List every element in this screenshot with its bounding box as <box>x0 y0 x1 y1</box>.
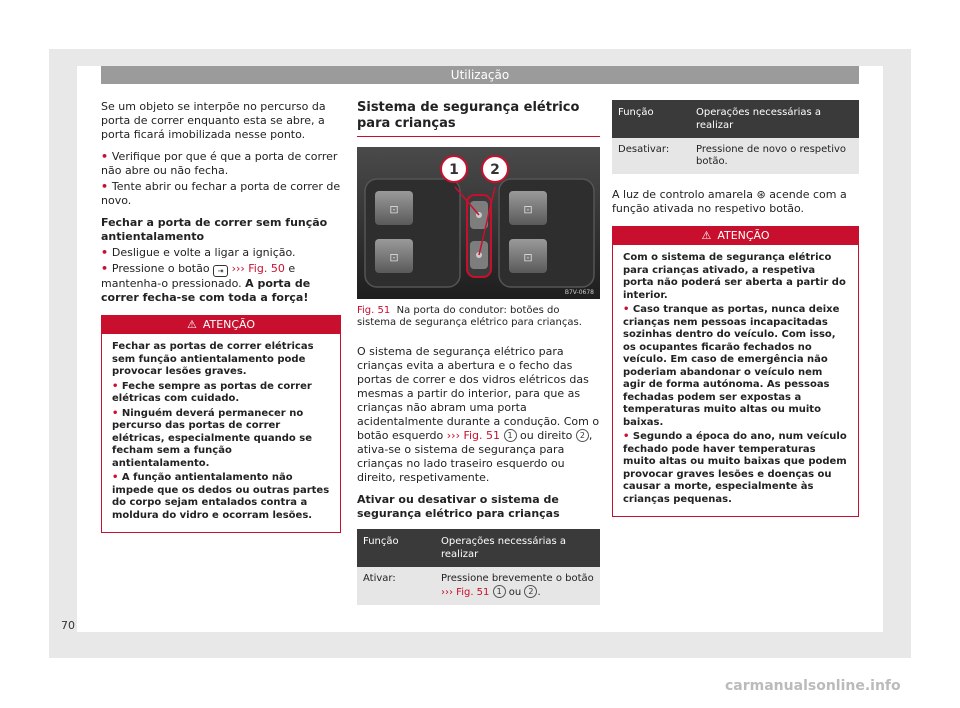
door-close-key-icon: ⇥ <box>213 265 228 277</box>
warning-item: • Ninguém deverá permanecer no percurso das portas de correr elétricas, especialmente quando se fecham sem a função antientalamento. <box>112 407 312 469</box>
bullet-icon: • <box>101 150 112 163</box>
watermark: carmanualsonline.info <box>725 678 901 694</box>
section-divider <box>357 136 600 137</box>
figure-code: B7V-0678 <box>564 289 594 296</box>
bullet-item: • Verifique por que é que a porta de correr não abre ou não fecha. <box>101 150 338 177</box>
table-header-operations: Operações necessárias a realizar <box>690 100 859 138</box>
table-row <box>612 138 859 174</box>
callout-ref-2: 2 <box>576 429 589 442</box>
child-lock-light-icon: ⊛ <box>756 188 766 201</box>
svg-text:⊡: ⊡ <box>389 203 399 216</box>
figure-label: Fig. 51 <box>357 305 391 316</box>
column-left <box>101 100 341 533</box>
callout-ref-1: 1 <box>493 585 506 598</box>
bullet-icon: • <box>112 472 122 483</box>
svg-text:⊡: ⊡ <box>523 203 533 216</box>
bullet-icon: • <box>623 431 633 442</box>
warning-item: • A função antientalamento não impede que os dedos ou outras partes do corpo sejam entalados contra a moldura do vidro e ocorram lesões. <box>112 472 330 521</box>
bullet-icon: • <box>112 407 122 419</box>
subheading: Fechar a porta de correr sem função antientalamento <box>101 216 328 243</box>
table-header-operations: Operações necessárias a realizar <box>435 529 600 567</box>
figure-caption: Fig. 51 Na porta do condutor: botões do sistema de segurança elétrico para crianças. <box>357 305 582 328</box>
callout-1: 1 <box>449 162 459 178</box>
column-middle <box>357 100 600 605</box>
callout-ref-1: 1 <box>504 429 517 442</box>
body-paragraph: A luz de controlo amarela ⊛ acende com a função ativada no respetivo botão. <box>612 188 847 215</box>
figure-link[interactable]: ››› Fig. 51 <box>446 429 501 442</box>
bullet-icon: • <box>623 304 633 315</box>
warning-box <box>101 315 341 533</box>
warning-lead: Fechar as portas de correr elétricas sem função antientalamento pode provocar lesões graves. <box>112 341 314 377</box>
bullet-icon: • <box>112 380 122 392</box>
table-header-function: Função <box>612 100 690 138</box>
svg-text:⊡: ⊡ <box>523 251 533 264</box>
figure-link[interactable]: ››› Fig. 51 <box>441 587 490 598</box>
subheading: Ativar ou desativar o sistema de segurança elétrico para crianças <box>357 493 560 520</box>
bullet-item: • Pressione o botão ⇥ ››› Fig. 50 e mantenha-o pressionado. A porta de correr fecha-se com toda a força! <box>101 262 311 304</box>
callout-ref-2: 2 <box>524 585 537 598</box>
emphasis-text: A porta de correr fecha-se com toda a força! <box>101 277 311 304</box>
function-table-deactivate <box>612 100 859 174</box>
warning-triangle-icon: ⚠ <box>186 318 197 331</box>
warning-box <box>612 226 859 517</box>
warning-body <box>613 245 858 516</box>
svg-text:⊡: ⊡ <box>389 251 399 264</box>
bullet-item: • Tente abrir ou fechar a porta de correr de novo. <box>101 180 341 207</box>
table-cell-function: Ativar: <box>357 567 435 605</box>
page-header: Utilização <box>101 66 859 84</box>
bullet-icon: • <box>101 262 112 275</box>
warning-body <box>102 334 340 532</box>
table-cell-operation: Pressione brevemente o botão ››› Fig. 51 1 ou 2 . <box>435 567 600 605</box>
figure-link[interactable]: ››› Fig. 50 <box>231 262 285 275</box>
warning-item: • Segundo a época do ano, num veículo fechado pode haver temperaturas muito altas ou muito baixas que podem provocar graves lesões e doenças ou causar a morte, especialmente às crianças pequenas. <box>623 431 847 505</box>
warning-item: • Caso tranque as portas, nunca deixe crianças nem pessoas incapacitadas sozinhas dentro do veículo. Com isso, os ocupantes ficarão fechados no veículo. Em caso de emergência não poderiam abandonar o veículo nem agir de forma autónoma. As pessoas fechadas podem ser expostas a temperaturas muito altas ou muito baixas. <box>623 304 840 428</box>
door-panel-illustration <box>357 147 600 299</box>
table-cell-function: Desativar: <box>612 138 690 174</box>
function-table-activate <box>357 529 600 605</box>
intro-paragraph: Se um objeto se interpõe no percurso da porta de correr enquanto esta se abre, a porta ficará imobilizada nesse ponto. <box>101 100 326 141</box>
bullet-item: • Desligue e volte a ligar a ignição. <box>101 246 296 259</box>
bullet-icon: • <box>101 180 112 193</box>
page-number: 70 <box>61 619 75 632</box>
table-header-function: Função <box>357 529 435 567</box>
warning-lead: Com o sistema de segurança elétrico para crianças ativado, a respetiva porta não poderá ser aberta a partir do interior. <box>623 252 846 301</box>
bullet-icon: • <box>101 246 112 259</box>
table-cell-operation: Pressione de novo o respetivo botão. <box>690 138 859 174</box>
section-title: Sistema de segurança elétrico para crianças <box>357 100 580 131</box>
warning-header: ⚠ ATENÇÃO <box>613 227 858 245</box>
callout-2: 2 <box>490 162 500 178</box>
warning-triangle-icon: ⚠ <box>701 229 712 242</box>
warning-header: ⚠ ATENÇÃO <box>102 316 340 334</box>
body-paragraph: O sistema de segurança elétrico para crianças evita a abertura e o fecho das portas de correr e dos vidros elétricos das mesmas a partir do interior, para que as crianças não abram uma porta acidentalmente durante a condução. Com o botão esquerdo ››› Fig. 51 1 ou direito 2 , ativa-se o sistema de segurança para crianças no lado traseiro esquerdo ou direito, respetivamente. <box>357 345 600 484</box>
column-right <box>612 100 859 517</box>
door-switch-figure <box>357 147 600 299</box>
table-row <box>357 567 600 605</box>
warning-item: • Feche sempre as portas de correr elétricas com cuidado. <box>112 380 312 404</box>
